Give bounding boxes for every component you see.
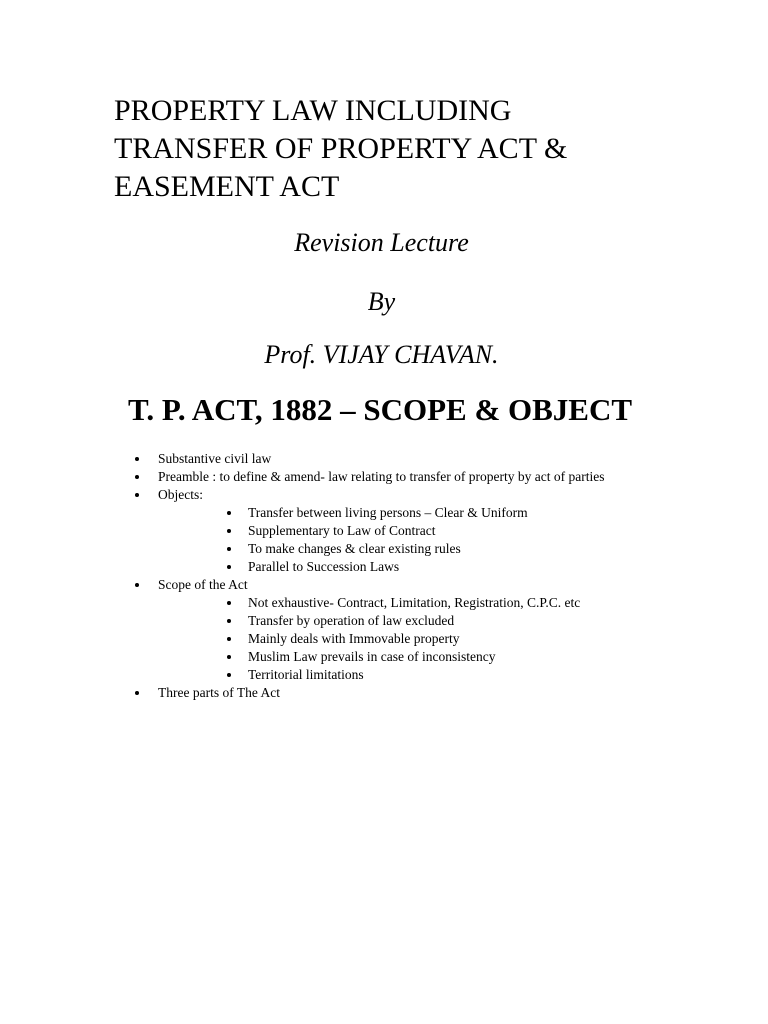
bullet-icon — [227, 655, 231, 659]
objects-sublist — [131, 504, 631, 576]
list-item-text: Objects: — [158, 487, 203, 502]
bullet-icon — [227, 637, 231, 641]
list-item — [131, 450, 631, 468]
list-item-text: Scope of the Act — [158, 577, 248, 592]
title-line-1: PROPERTY LAW INCLUDING — [114, 94, 512, 127]
sublist-item-text: Not exhaustive- Contract, Limitation, Registration, C.P.C. etc — [248, 595, 581, 610]
bullet-list — [131, 450, 631, 702]
sublist-item-text: Territorial limitations — [248, 667, 364, 682]
bullet-icon — [135, 493, 139, 497]
list-item — [131, 486, 631, 576]
bullet-icon — [227, 529, 231, 533]
bullet-icon — [227, 511, 231, 515]
bullet-icon — [227, 547, 231, 551]
list-item — [131, 576, 631, 684]
sublist-item — [131, 594, 631, 612]
bullet-icon — [227, 619, 231, 623]
bullet-icon — [135, 583, 139, 587]
sublist-item — [131, 612, 631, 630]
sublist-item-text: To make changes & clear existing rules — [248, 541, 461, 556]
author-name: Prof. VIJAY CHAVAN. — [264, 340, 499, 369]
sublist-item-text: Parallel to Succession Laws — [248, 559, 400, 574]
sublist-item-text: Mainly deals with Immovable property — [248, 631, 460, 646]
bullet-icon — [135, 457, 139, 461]
document-title — [114, 92, 674, 206]
bullet-icon — [227, 565, 231, 569]
title-line-2: TRANSFER OF PROPERTY ACT & — [114, 132, 568, 165]
bullet-icon — [227, 673, 231, 677]
sublist-item — [131, 648, 631, 666]
bullet-icon — [135, 691, 139, 695]
title-line-3: EASEMENT ACT — [114, 170, 340, 203]
sublist-item-text: Muslim Law prevails in case of inconsistency — [248, 649, 496, 664]
list-item-text: Substantive civil law — [158, 451, 272, 466]
bullet-icon — [227, 601, 231, 605]
by-label: By — [367, 287, 396, 316]
scope-sublist — [131, 594, 631, 684]
sublist-item — [131, 666, 631, 684]
sublist-item — [131, 540, 631, 558]
list-item-text: Three parts of The Act — [158, 685, 280, 700]
list-item — [131, 468, 631, 486]
sublist-item-text: Supplementary to Law of Contract — [248, 523, 436, 538]
lecture-subtitle: Revision Lecture — [294, 228, 469, 257]
list-item — [131, 684, 631, 702]
sublist-item — [131, 504, 631, 522]
section-heading: T. P. ACT, 1882 – SCOPE & OBJECT — [127, 392, 633, 427]
sublist-item — [131, 558, 631, 576]
list-item-text: Preamble : to define & amend- law relating to transfer of property by act of parties — [158, 469, 605, 484]
bullet-icon — [135, 475, 139, 479]
sublist-item-text: Transfer by operation of law excluded — [248, 613, 455, 628]
sublist-item — [131, 630, 631, 648]
sublist-item-text: Transfer between living persons – Clear & Uniform — [248, 505, 528, 520]
sublist-item — [131, 522, 631, 540]
